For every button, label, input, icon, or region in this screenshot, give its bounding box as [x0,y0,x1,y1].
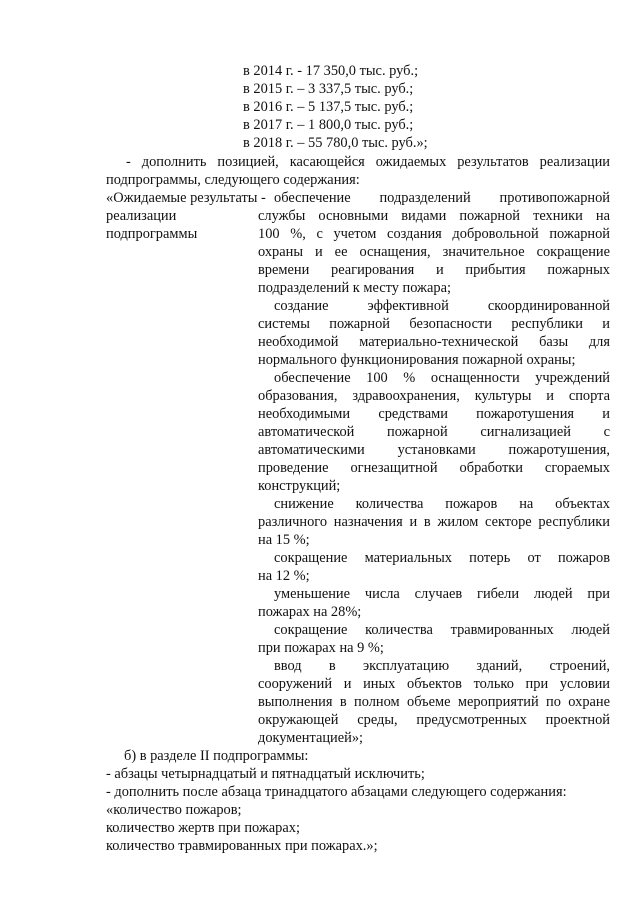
intro-line-2: подпрограммы, следующего содержания: [106,172,360,188]
result-line: времени реагирования и прибытия пожарных [258,262,610,278]
expected-results-label-2: реализации [106,208,177,224]
result-line: на 15 %; [258,532,310,548]
section-b-line: количество жертв при пожарах; [106,820,300,836]
result-line: сокращение количества травмированных людей [274,622,610,638]
result-line: необходимой материально-технической базы для [258,334,610,350]
expected-results-label-3: подпрограммы [106,226,198,242]
funding-2014: в 2014 г. - 17 350,0 тыс. руб.; [243,63,419,79]
result-line: образования, здравоохранения, культуры и спорта [258,388,610,404]
result-line: при пожарах на 9 %; [258,640,384,656]
result-line: автоматической пожарной сигнализацией с [258,424,610,440]
result-line: пожарах на 28%; [258,604,362,620]
result-line: необходимыми средствами пожаротушения и [258,406,610,422]
result-line: охраны и ее оснащения, значительное сокращение [258,244,610,260]
section-b-line: - абзацы четырнадцатый и пятнадцатый исключить; [106,766,425,782]
result-line: обеспечение 100 % оснащенности учреждений [274,370,610,386]
result-line: автоматическими установками пожаротушения, [258,442,610,458]
funding-2017: в 2017 г. – 1 800,0 тыс. руб.; [243,117,414,133]
section-b-heading: б) в разделе II подпрограммы: [124,748,309,764]
result-line: документацией»; [258,730,364,746]
result-line: нормального функционирования пожарной охраны; [258,352,576,368]
result-line: 100 %, с учетом создания добровольной пожарной [258,226,610,242]
result-line: на 12 %; [258,568,310,584]
result-line: подразделений к месту пожара; [258,280,451,296]
result-line: различного назначения и в жилом секторе республики [258,514,610,530]
result-line: системы пожарной безопасности республики и [258,316,610,332]
result-line: службы основными видами пожарной техники на [258,208,610,224]
intro-line-1: - дополнить позицией, касающейся ожидаемых результатов реализации [126,154,610,170]
section-b-line: - дополнить после абзаца тринадцатого абзацами следующего содержания: [106,784,567,800]
expected-results-label: «Ожидаемые результаты - [106,190,266,206]
result-line: конструкций; [258,478,341,494]
result-line: выполнения в полном объеме мероприятий по охране [258,694,610,710]
result-line: проведение огнезащитной обработки сгораемых [258,460,610,476]
result-line: обеспечение подразделений противопожарной [274,190,610,206]
result-line: снижение количества пожаров на объектах [274,496,610,512]
result-line: окружающей среды, предусмотренных проектной [258,712,610,728]
funding-2018: в 2018 г. – 55 780,0 тыс. руб.»; [243,135,428,151]
funding-2016: в 2016 г. – 5 137,5 тыс. руб.; [243,99,414,115]
result-line: ввод в эксплуатацию зданий, строений, [274,658,610,674]
result-line: уменьшение числа случаев гибели людей при [274,586,610,602]
section-b-line: количество травмированных при пожарах.»; [106,838,378,854]
result-line: сооружений и иных объектов только при условии [258,676,610,692]
result-line: сокращение материальных потерь от пожаров [274,550,610,566]
section-b-line: «количество пожаров; [106,802,242,818]
result-line: создание эффективной скоординированной [274,298,610,314]
funding-2015: в 2015 г. – 3 337,5 тыс. руб.; [243,81,414,97]
